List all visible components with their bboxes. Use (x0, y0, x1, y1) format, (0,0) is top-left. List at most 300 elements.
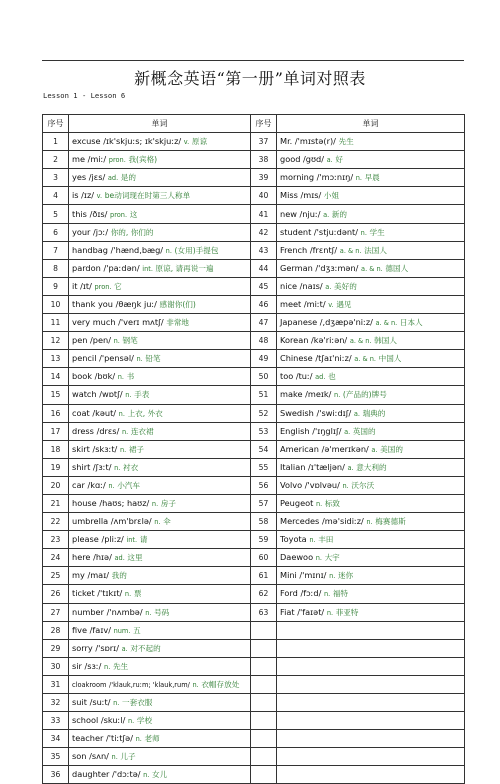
table-row (43, 712, 465, 730)
vocab-phonetic: /'swiːdɪʃ/ (316, 407, 352, 418)
table-row (43, 639, 465, 657)
vocab-pos: n. (111, 753, 118, 762)
table-row (43, 694, 465, 712)
row-number: 52 (251, 404, 277, 422)
vocab-phonetic: /jɔː/ (93, 226, 109, 237)
vocab-pos: n. (118, 409, 125, 418)
vocab-word: Toyota (280, 534, 307, 545)
vocab-word: pardon (72, 262, 101, 273)
vocab-phonetic: /faɪv/ (89, 624, 111, 635)
row-number: 54 (251, 440, 277, 458)
vocab-pos: ad. (107, 174, 119, 183)
vocab-meaning: be动词现在时第三人称单 (104, 191, 191, 201)
row-number: 34 (43, 730, 69, 748)
row-number (251, 657, 277, 675)
table-row (43, 169, 465, 187)
row-number: 45 (251, 277, 277, 295)
vocab-pos: n. (108, 481, 115, 490)
row-number: 26 (43, 585, 69, 603)
vocab-pos: a. (347, 463, 354, 472)
vocab-pos: n. (104, 662, 111, 671)
vocab-word: skirt (72, 443, 90, 454)
vocab-meaning: 连衣裙 (130, 426, 154, 436)
vocab-pos: pron. (108, 156, 126, 165)
vocab-entry (277, 476, 465, 494)
vocab-word: German (280, 262, 313, 273)
vocab-word: this (72, 208, 87, 219)
vocab-meaning: 菲亚特 (335, 607, 359, 617)
row-number: 50 (251, 368, 277, 386)
vocab-entry (277, 404, 465, 422)
vocab-pos: a. & n. (339, 246, 362, 255)
vocab-entry (277, 223, 465, 241)
vocab-phonetic: /'sɒrɪ/ (95, 642, 119, 653)
vocab-pos: a. (353, 409, 360, 418)
row-number: 24 (43, 549, 69, 567)
vocab-meaning: 遇见 (336, 299, 352, 309)
vocab-pos: ad. (114, 554, 125, 563)
vocab-phonetic: /ɪt/ (80, 280, 92, 291)
table-row (43, 730, 465, 748)
vocab-phonetic: /'dɔːtə/ (112, 769, 141, 780)
vocab-meaning: 原谅, 请再说一遍 (155, 263, 214, 273)
vocab-meaning: 女儿 (151, 770, 168, 780)
row-number: 37 (251, 133, 277, 151)
row-number: 47 (251, 314, 277, 332)
vocab-entry (69, 476, 251, 494)
col-header-word-left: 单词 (69, 115, 251, 133)
vocab-entry (277, 187, 465, 205)
vocab-meaning: 标致 (324, 499, 341, 509)
row-number: 40 (251, 187, 277, 205)
vocab-word: your (72, 226, 91, 237)
row-number: 30 (43, 657, 69, 675)
vocab-phonetic: /sʌn/ (89, 751, 109, 762)
vocab-phonetic: /'mɔːnɪŋ/ (316, 172, 354, 183)
vocab-word: pencil (72, 353, 97, 364)
vocab-meaning: (女用)手提包 (174, 245, 219, 255)
vocab-phonetic: /suːt/ (89, 697, 111, 708)
vocab-phonetic: /miː/ (87, 154, 107, 165)
vocab-table (42, 114, 465, 784)
vocab-meaning: 英国的 (352, 426, 376, 436)
vocab-meaning: 上衣, 外衣 (127, 408, 163, 418)
vocab-word: please (72, 534, 99, 545)
vocab-word: handbag (72, 244, 109, 255)
vocab-meaning: 钢笔 (122, 336, 138, 346)
vocab-phonetic: /fɔːd/ (300, 588, 322, 599)
vocab-phonetic: /drɛs/ (96, 425, 120, 436)
vocab-phonetic: /bʊk/ (94, 371, 116, 382)
vocab-pos: n. (114, 463, 121, 472)
row-number: 53 (251, 422, 277, 440)
vocab-entry (277, 621, 465, 639)
vocab-meaning: 福特 (332, 589, 349, 599)
table-row (43, 476, 465, 494)
vocab-meaning: 是的 (120, 173, 136, 183)
vocab-entry (69, 422, 251, 440)
row-number (251, 748, 277, 766)
vocab-word: it (72, 280, 78, 291)
vocab-entry (277, 458, 465, 476)
row-number: 63 (251, 603, 277, 621)
vocab-pos: n. (315, 554, 322, 563)
row-number (251, 730, 277, 748)
vocab-phonetic: /mɪs/ (300, 190, 322, 201)
vocab-word: yes (72, 172, 87, 183)
vocab-pos: n. (119, 445, 127, 454)
vocab-word: sorry (72, 642, 93, 653)
lesson-range: Lesson 1 - Lesson 6 (43, 91, 126, 100)
vocab-word: Korean (280, 335, 309, 346)
row-number: 31 (43, 675, 69, 693)
vocab-word: ticket (72, 588, 95, 599)
vocab-phonetic: /wɒtʃ/ (99, 389, 123, 400)
vocab-meaning: 我的 (111, 571, 127, 581)
vocab-word: Chinese (280, 353, 313, 364)
vocab-meaning: 德国人 (385, 263, 409, 273)
row-number: 29 (43, 639, 69, 657)
vocab-pos: n. (315, 500, 323, 509)
vocab-entry (277, 603, 465, 621)
vocab-entry (69, 621, 251, 639)
vocab-pos: n. (329, 572, 336, 581)
vocab-meaning: 铅笔 (145, 354, 161, 364)
vocab-meaning: 学校 (136, 716, 153, 726)
vocab-entry (69, 730, 251, 748)
vocab-phonetic: /hɪə/ (93, 552, 112, 563)
vocab-meaning: 迷你 (337, 571, 354, 581)
table-row (43, 368, 465, 386)
vocab-phonetic: /mə'sidiːz/ (321, 516, 364, 527)
vocab-meaning: 对不起的 (130, 643, 161, 653)
vocab-pos: n. (154, 518, 161, 527)
vocab-phonetic: /njuː/ (299, 208, 321, 219)
row-number: 11 (43, 314, 69, 332)
vocab-pos: n. (323, 590, 331, 599)
vocab-pos: n. (366, 518, 373, 527)
vocab-word: book (72, 371, 92, 382)
vocab-meaning: 好 (335, 155, 343, 165)
vocab-pos: n. (121, 427, 129, 436)
vocab-word: me (72, 154, 86, 165)
row-number: 33 (43, 712, 69, 730)
vocab-meaning: 也 (328, 372, 336, 382)
row-number: 22 (43, 513, 69, 531)
vocab-entry (277, 422, 465, 440)
vocab-phonetic: /jɛs/ (88, 172, 106, 183)
vocab-phonetic: /frɛntʃ/ (309, 244, 338, 255)
vocab-word: Volvo (280, 479, 303, 490)
vocab-word: suit (72, 697, 87, 708)
vocab-entry (69, 513, 251, 531)
vocab-entry (69, 440, 251, 458)
table-row (43, 314, 465, 332)
vocab-word: pen (72, 335, 88, 346)
vocab-word: house (72, 498, 97, 509)
vocab-phonetic: /ʌm'brɛlə/ (110, 516, 152, 527)
vocab-meaning: 小姐 (323, 191, 340, 201)
vocab-word: my (72, 570, 85, 581)
row-number: 57 (251, 494, 277, 512)
vocab-word: is (72, 190, 79, 201)
vocab-entry (277, 513, 465, 531)
row-number: 48 (251, 332, 277, 350)
vocab-phonetic: /kɑː/ (87, 479, 106, 490)
vocab-pos: pron. (94, 282, 112, 291)
vocab-pos: a. & n. (354, 355, 376, 364)
table-row (43, 205, 465, 223)
vocab-meaning: 学生 (369, 227, 385, 237)
vocab-word: French (280, 244, 308, 255)
vocab-pos: v. (328, 300, 334, 309)
row-number (251, 621, 277, 639)
vocab-word: too (280, 371, 294, 382)
vocab-phonetic: /pliːz/ (101, 534, 124, 545)
col-header-num-right: 序号 (251, 115, 277, 133)
vocab-phonetic: /tuː/ (295, 371, 313, 382)
row-number: 19 (43, 458, 69, 476)
vocab-entry (69, 494, 251, 512)
table-row (43, 223, 465, 241)
row-number: 21 (43, 494, 69, 512)
vocab-pos: num. (113, 626, 131, 635)
vocab-word: excuse (72, 136, 101, 147)
vocab-pos: a. & n. (349, 337, 372, 346)
vocab-phonetic: /,dʒæpə'niːz/ (319, 317, 373, 328)
vocab-pos: pron. (110, 210, 128, 219)
vocab-pos: a. (323, 210, 330, 219)
vocab-phonetic: /kəut/ (92, 407, 117, 418)
vocab-word: make (280, 389, 303, 400)
vocab-word: Fiat (280, 606, 295, 617)
vocab-pos: a. & n. (361, 264, 383, 273)
vocab-phonetic: /pen/ (90, 335, 111, 346)
vocab-word: Daewoo (280, 552, 314, 563)
row-number: 1 (43, 133, 69, 151)
vocab-pos: n. (113, 699, 120, 708)
vocab-pos: n. (342, 481, 349, 490)
vocab-meaning: 请 (139, 535, 148, 545)
vocab-meaning: 感谢你(们) (159, 299, 196, 309)
row-number: 49 (251, 350, 277, 368)
vocab-pos: ad. (315, 373, 326, 382)
vocab-pos: n. (136, 355, 143, 364)
vocab-word: Mr. (280, 136, 293, 147)
row-number: 14 (43, 368, 69, 386)
vocab-entry (69, 133, 251, 151)
table-row (43, 549, 465, 567)
vocab-meaning: 沃尔沃 (351, 480, 375, 490)
row-number: 56 (251, 476, 277, 494)
vocab-entry (69, 567, 251, 585)
table-row (43, 151, 465, 169)
row-number: 17 (43, 422, 69, 440)
row-number: 13 (43, 350, 69, 368)
vocab-pos: a. (371, 445, 378, 454)
table-row (43, 277, 465, 295)
vocab-pos: n. (192, 680, 199, 689)
row-number: 60 (251, 549, 277, 567)
vocab-meaning: 书 (126, 372, 135, 382)
table-row (43, 603, 465, 621)
row-number: 27 (43, 603, 69, 621)
table-row (43, 567, 465, 585)
vocab-entry (277, 295, 465, 313)
table-row (43, 187, 465, 205)
vocab-entry (69, 657, 251, 675)
vocab-entry (69, 766, 251, 784)
vocab-entry (277, 241, 465, 259)
vocab-phonetic: /θæŋk juː/ (115, 298, 157, 309)
vocab-word: daughter (72, 769, 110, 780)
row-number: 58 (251, 513, 277, 531)
row-number: 51 (251, 386, 277, 404)
vocab-entry (69, 350, 251, 368)
table-row (43, 133, 465, 151)
vocab-phonetic: /'klauk,ruːm; 'klauk,rum/ (109, 680, 190, 689)
table-row (43, 748, 465, 766)
vocab-word: shirt (72, 461, 91, 472)
vocab-meaning: 原谅 (191, 137, 208, 147)
row-number: 8 (43, 259, 69, 277)
row-number: 25 (43, 567, 69, 585)
row-number: 35 (43, 748, 69, 766)
vocab-pos: v. (183, 138, 190, 147)
row-number (251, 639, 277, 657)
vocab-meaning: 早晨 (364, 173, 380, 183)
row-number: 32 (43, 694, 69, 712)
table-row (43, 350, 465, 368)
vocab-word: good (280, 154, 301, 165)
vocab-word: number (72, 606, 104, 617)
vocab-word: very much (72, 317, 116, 328)
vocab-entry (69, 549, 251, 567)
table-row (43, 621, 465, 639)
vocab-meaning: 一套衣服 (122, 698, 153, 708)
row-number: 20 (43, 476, 69, 494)
table-row (43, 766, 465, 784)
table-row (43, 585, 465, 603)
vocab-word: Miss (280, 190, 298, 201)
table-header-row (43, 115, 465, 133)
vocab-word: Japanese (280, 317, 318, 328)
vocab-word: son (72, 751, 87, 762)
vocab-entry (69, 675, 251, 693)
vocab-pos: n. (165, 246, 172, 255)
col-header-word-right: 单词 (277, 115, 465, 133)
vocab-meaning: 美好的 (334, 281, 357, 291)
vocab-entry (69, 241, 251, 259)
row-number: 44 (251, 259, 277, 277)
vocab-entry (277, 151, 465, 169)
vocab-meaning: 日本人 (399, 318, 423, 328)
vocab-pos: a. (344, 427, 351, 436)
vocab-entry (69, 332, 251, 350)
vocab-meaning: 伞 (163, 517, 171, 527)
vocab-entry (277, 494, 465, 512)
vocab-entry (277, 694, 465, 712)
vocab-meaning: 裙子 (128, 444, 145, 454)
vocab-entry (277, 567, 465, 585)
vocab-word: coat (72, 407, 90, 418)
table-row (43, 295, 465, 313)
vocab-meaning: 非常地 (166, 318, 190, 328)
vocab-word: car (72, 479, 85, 490)
vocab-pos: a. & n. (375, 319, 398, 328)
vocab-phonetic: /'ɪŋglɪʃ/ (312, 425, 342, 436)
header-rule (42, 60, 464, 61)
vocab-meaning: 手表 (134, 390, 150, 400)
vocab-pos: n. (143, 771, 150, 780)
vocab-phonetic: /'faɪət/ (297, 606, 325, 617)
vocab-meaning: 法国人 (364, 245, 387, 255)
vocab-meaning: 儿子 (120, 752, 136, 762)
vocab-entry (69, 603, 251, 621)
row-number (251, 675, 277, 693)
row-number: 6 (43, 223, 69, 241)
vocab-meaning: 新的 (331, 209, 348, 219)
vocab-pos: n. (309, 536, 316, 545)
table-row (43, 386, 465, 404)
vocab-entry (277, 531, 465, 549)
vocab-body (43, 133, 465, 784)
vocab-meaning: 号码 (154, 607, 170, 617)
vocab-meaning: 五 (133, 625, 141, 635)
vocab-word: here (72, 552, 91, 563)
vocab-meaning: 瑞典的 (362, 408, 386, 418)
vocab-word: nice (280, 280, 298, 291)
vocab-pos: v. (96, 192, 103, 201)
vocab-word: teacher (72, 733, 104, 744)
row-number: 38 (251, 151, 277, 169)
row-number: 28 (43, 621, 69, 639)
vocab-entry (277, 549, 465, 567)
vocab-entry (69, 314, 251, 332)
vocab-meaning: 衬衣 (123, 462, 139, 472)
row-number: 9 (43, 277, 69, 295)
vocab-meaning: 衣帽存放处 (201, 679, 240, 689)
table-row (43, 531, 465, 549)
table-row (43, 404, 465, 422)
vocab-entry (69, 368, 251, 386)
row-number: 46 (251, 295, 277, 313)
vocab-phonetic: /sɜː/ (84, 660, 102, 671)
vocab-phonetic: /kə'riːən/ (311, 335, 348, 346)
vocab-word: watch (72, 389, 97, 400)
vocab-phonetic: /skuːl/ (100, 715, 126, 726)
vocab-meaning: (产品的)牌号 (342, 390, 387, 400)
row-number (251, 694, 277, 712)
row-number: 43 (251, 241, 277, 259)
vocab-pos: n. (113, 337, 120, 346)
vocab-word: American (280, 443, 319, 454)
row-number: 2 (43, 151, 69, 169)
vocab-meaning: 韩国人 (374, 336, 397, 346)
vocab-meaning: 我(宾格) (128, 155, 158, 165)
vocab-meaning: 中国人 (378, 354, 402, 364)
row-number: 23 (43, 531, 69, 549)
vocab-word: Mini (280, 570, 297, 581)
table-row (43, 675, 465, 693)
vocab-pos: int. (126, 536, 138, 545)
vocab-entry (69, 187, 251, 205)
vocab-word: student (280, 226, 312, 237)
vocab-word: Mercedes (280, 516, 320, 527)
vocab-entry (69, 386, 251, 404)
vocab-entry (69, 295, 251, 313)
vocab-entry (277, 133, 465, 151)
